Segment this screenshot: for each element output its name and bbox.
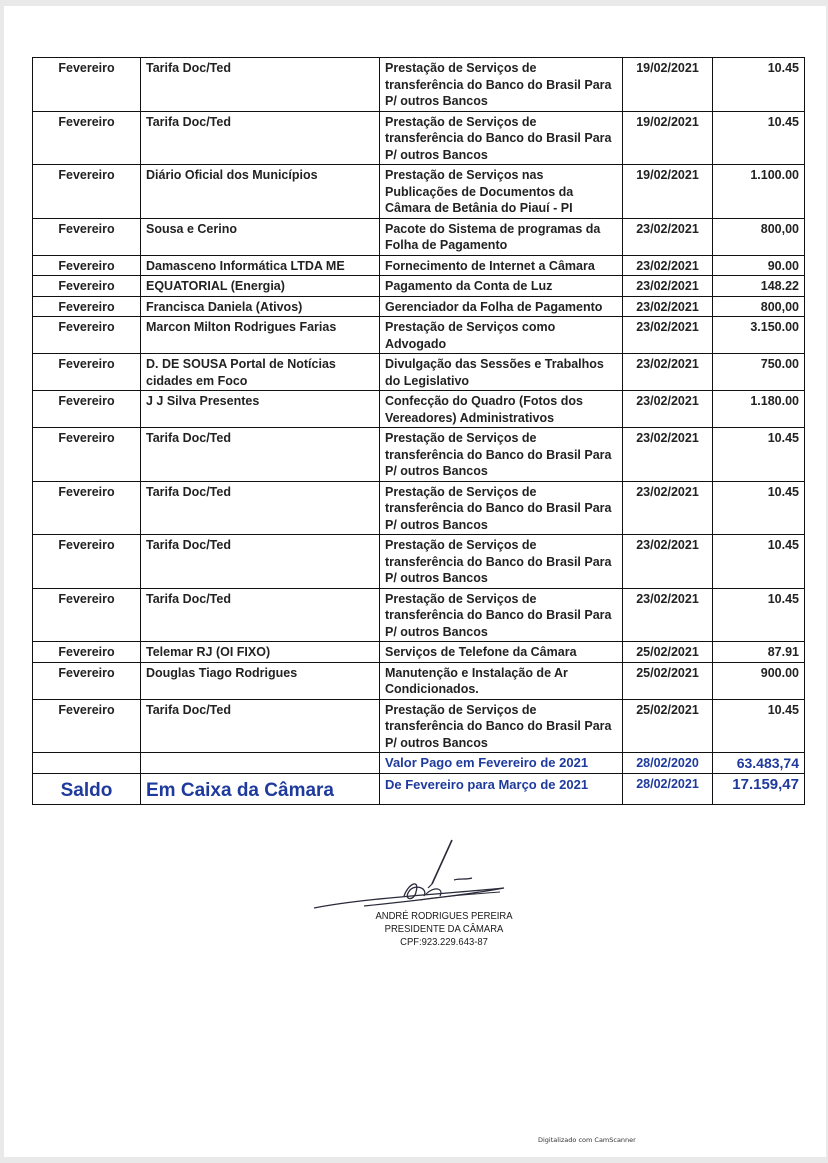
saldo-amount: 17.159,47 xyxy=(713,773,805,804)
amount-cell: 900.00 xyxy=(713,662,805,699)
total-date: 28/02/2020 xyxy=(623,753,713,774)
expense-row xyxy=(33,218,805,255)
date-cell: 19/02/2021 xyxy=(623,111,713,165)
vendor-cell: Tarifa Doc/Ted xyxy=(141,58,380,112)
total-row xyxy=(33,753,805,774)
description-cell: Divulgação das Sessões e Trabalhos do Legislativo xyxy=(380,354,623,391)
description-cell: Prestação de Serviços de transferência do Banco do Brasil Para P/ outros Bancos xyxy=(380,481,623,535)
saldo-label: Saldo xyxy=(33,773,141,804)
expense-row xyxy=(33,276,805,297)
date-cell: 25/02/2021 xyxy=(623,662,713,699)
expense-row xyxy=(33,391,805,428)
amount-cell: 10.45 xyxy=(713,699,805,753)
expense-row xyxy=(33,662,805,699)
vendor-cell: Tarifa Doc/Ted xyxy=(141,699,380,753)
vendor-cell: Tarifa Doc/Ted xyxy=(141,588,380,642)
scanner-footer: Digitalizado com CamScanner xyxy=(538,1136,636,1144)
vendor-cell: D. DE SOUSA Portal de Notícias cidades em Foco xyxy=(141,354,380,391)
document-page xyxy=(4,6,826,1157)
month-cell: Fevereiro xyxy=(33,58,141,112)
expense-row xyxy=(33,699,805,753)
description-cell: Pagamento da Conta de Luz xyxy=(380,276,623,297)
month-cell: Fevereiro xyxy=(33,481,141,535)
date-cell: 23/02/2021 xyxy=(623,218,713,255)
expense-table-body xyxy=(33,58,805,805)
date-cell: 19/02/2021 xyxy=(623,165,713,219)
month-cell: Fevereiro xyxy=(33,428,141,482)
vendor-cell: Tarifa Doc/Ted xyxy=(141,535,380,589)
description-cell: Prestação de Serviços de transferência do Banco do Brasil Para P/ outros Bancos xyxy=(380,58,623,112)
description-cell: Prestação de Serviços de transferência do Banco do Brasil Para P/ outros Bancos xyxy=(380,428,623,482)
amount-cell: 1.180.00 xyxy=(713,391,805,428)
signature-block xyxy=(304,836,544,966)
date-cell: 23/02/2021 xyxy=(623,296,713,317)
amount-cell: 90.00 xyxy=(713,255,805,276)
vendor-cell: Diário Oficial dos Municípios xyxy=(141,165,380,219)
amount-cell: 10.45 xyxy=(713,58,805,112)
date-cell: 23/02/2021 xyxy=(623,354,713,391)
amount-cell: 800,00 xyxy=(713,218,805,255)
description-cell: Prestação de Serviços de transferência do Banco do Brasil Para P/ outros Bancos xyxy=(380,699,623,753)
month-cell: Fevereiro xyxy=(33,354,141,391)
vendor-cell: Douglas Tiago Rodrigues xyxy=(141,662,380,699)
saldo-description: De Fevereiro para Março de 2021 xyxy=(380,773,623,804)
date-cell: 23/02/2021 xyxy=(623,428,713,482)
month-cell: Fevereiro xyxy=(33,391,141,428)
date-cell: 23/02/2021 xyxy=(623,317,713,354)
expense-row xyxy=(33,354,805,391)
expense-row xyxy=(33,111,805,165)
month-cell: Fevereiro xyxy=(33,317,141,354)
amount-cell: 10.45 xyxy=(713,428,805,482)
description-cell: Confecção do Quadro (Fotos dos Vereadores) Administrativos xyxy=(380,391,623,428)
date-cell: 23/02/2021 xyxy=(623,255,713,276)
expense-row xyxy=(33,588,805,642)
expense-row xyxy=(33,535,805,589)
date-cell: 23/02/2021 xyxy=(623,481,713,535)
description-cell: Prestação de Serviços nas Publicações de Documentos da Câmara de Betânia do Piauí - PI xyxy=(380,165,623,219)
description-cell: Prestação de Serviços de transferência do Banco do Brasil Para P/ outros Bancos xyxy=(380,111,623,165)
expense-row xyxy=(33,317,805,354)
amount-cell: 750.00 xyxy=(713,354,805,391)
month-cell: Fevereiro xyxy=(33,642,141,663)
expense-row xyxy=(33,642,805,663)
expense-row xyxy=(33,428,805,482)
vendor-cell: Marcon Milton Rodrigues Farias xyxy=(141,317,380,354)
amount-cell: 800,00 xyxy=(713,296,805,317)
date-cell: 23/02/2021 xyxy=(623,391,713,428)
month-cell: Fevereiro xyxy=(33,218,141,255)
vendor-cell: Tarifa Doc/Ted xyxy=(141,481,380,535)
month-cell: Fevereiro xyxy=(33,535,141,589)
description-cell: Serviços de Telefone da Câmara xyxy=(380,642,623,663)
month-cell: Fevereiro xyxy=(33,662,141,699)
signer-role: PRESIDENTE DA CÂMARA xyxy=(384,923,504,935)
description-cell: Manutenção e Instalação de Ar Condicionados. xyxy=(380,662,623,699)
signature-text xyxy=(344,910,544,949)
amount-cell: 87.91 xyxy=(713,642,805,663)
date-cell: 19/02/2021 xyxy=(623,58,713,112)
description-cell: Fornecimento de Internet a Câmara xyxy=(380,255,623,276)
vendor-cell: Tarifa Doc/Ted xyxy=(141,111,380,165)
month-cell: Fevereiro xyxy=(33,296,141,317)
expense-row xyxy=(33,165,805,219)
vendor-cell: Francisca Daniela (Ativos) xyxy=(141,296,380,317)
date-cell: 23/02/2021 xyxy=(623,535,713,589)
amount-cell: 10.45 xyxy=(713,111,805,165)
month-cell: Fevereiro xyxy=(33,255,141,276)
saldo-place: Em Caixa da Câmara xyxy=(141,773,380,804)
handwritten-signature xyxy=(304,836,544,916)
description-cell: Pacote do Sistema de programas da Folha de Pagamento xyxy=(380,218,623,255)
signer-name: ANDRÉ RODRIGUES PEREIRA xyxy=(375,910,513,922)
month-cell: Fevereiro xyxy=(33,699,141,753)
expense-row xyxy=(33,481,805,535)
date-cell: 25/02/2021 xyxy=(623,699,713,753)
date-cell: 25/02/2021 xyxy=(623,642,713,663)
description-cell: Prestação de Serviços de transferência do Banco do Brasil Para P/ outros Bancos xyxy=(380,535,623,589)
month-cell: Fevereiro xyxy=(33,588,141,642)
description-cell: Prestação de Serviços de transferência do Banco do Brasil Para P/ outros Bancos xyxy=(380,588,623,642)
amount-cell: 10.45 xyxy=(713,481,805,535)
description-cell: Prestação de Serviços como Advogado xyxy=(380,317,623,354)
amount-cell: 148.22 xyxy=(713,276,805,297)
vendor-cell: Telemar RJ (OI FIXO) xyxy=(141,642,380,663)
month-cell: Fevereiro xyxy=(33,165,141,219)
expense-row xyxy=(33,58,805,112)
total-label: Valor Pago em Fevereiro de 2021 xyxy=(380,753,623,774)
amount-cell: 10.45 xyxy=(713,588,805,642)
vendor-cell: Sousa e Cerino xyxy=(141,218,380,255)
amount-cell: 10.45 xyxy=(713,535,805,589)
date-cell: 23/02/2021 xyxy=(623,276,713,297)
vendor-cell: EQUATORIAL (Energia) xyxy=(141,276,380,297)
saldo-row xyxy=(33,773,805,804)
vendor-cell: Tarifa Doc/Ted xyxy=(141,428,380,482)
date-cell: 23/02/2021 xyxy=(623,588,713,642)
expense-row xyxy=(33,255,805,276)
total-empty-vendor xyxy=(141,753,380,774)
signer-cpf: CPF:923.229.643-87 xyxy=(400,936,488,948)
month-cell: Fevereiro xyxy=(33,276,141,297)
total-amount: 63.483,74 xyxy=(713,753,805,774)
amount-cell: 3.150.00 xyxy=(713,317,805,354)
expense-row xyxy=(33,296,805,317)
total-empty-month xyxy=(33,753,141,774)
month-cell: Fevereiro xyxy=(33,111,141,165)
vendor-cell: J J Silva Presentes xyxy=(141,391,380,428)
saldo-date: 28/02/2021 xyxy=(623,773,713,804)
vendor-cell: Damasceno Informática LTDA ME xyxy=(141,255,380,276)
description-cell: Gerenciador da Folha de Pagamento xyxy=(380,296,623,317)
expense-table xyxy=(32,57,805,805)
amount-cell: 1.100.00 xyxy=(713,165,805,219)
